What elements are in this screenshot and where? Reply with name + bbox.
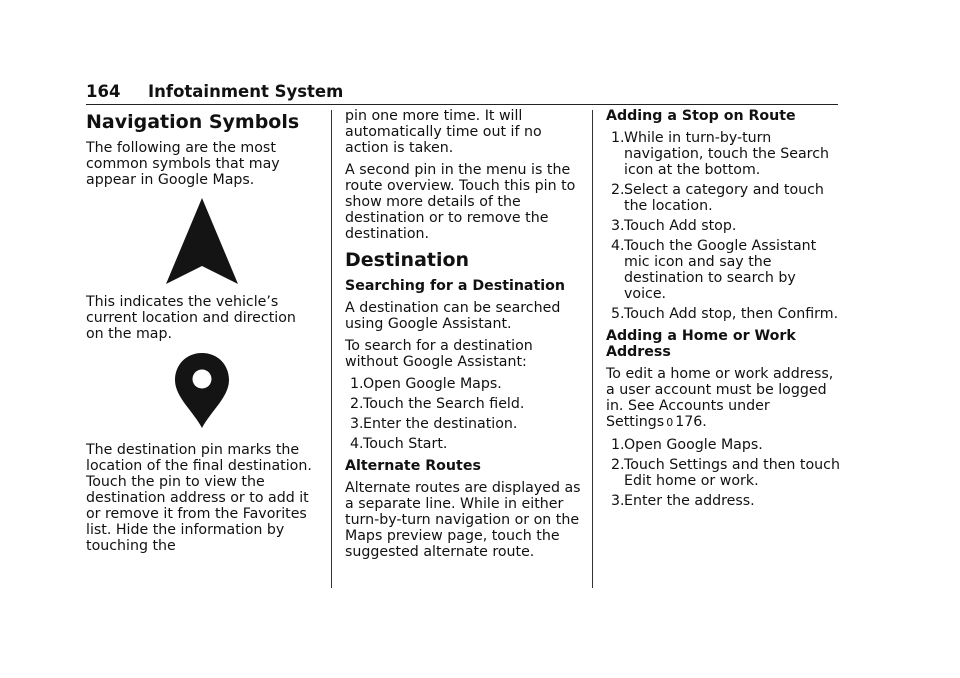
pin-description: The destination pin marks the location of the final destination. Touch the pin to view the destination address or to add it or remove it from the Favorites list. Hide the information by touching the bbox=[86, 442, 312, 554]
second-pin-paragraph: A second pin in the menu is the route overview. Touch this pin to show more details of the destination or to remove the destination. bbox=[345, 162, 576, 242]
to-search-paragraph: To search for a destination without Google Assistant: bbox=[345, 338, 533, 370]
list-item: 3. Enter the destination. bbox=[350, 416, 518, 432]
column-divider bbox=[592, 110, 593, 588]
add-stop-heading: Adding a Stop on Route bbox=[606, 108, 796, 124]
list-item: 3. Touch Add stop. bbox=[611, 218, 737, 234]
column-2 bbox=[345, 108, 585, 566]
add-stop-steps-list bbox=[606, 130, 842, 322]
home-work-steps-list bbox=[606, 437, 842, 509]
pin-description-continued: pin one more time. It will automatically time out if no action is taken. bbox=[345, 108, 542, 156]
navigation-symbols-heading: Navigation Symbols bbox=[86, 111, 300, 133]
location-pin-icon bbox=[86, 348, 318, 434]
intro-paragraph: The following are the most common symbols that may appear in Google Maps. bbox=[86, 140, 280, 188]
list-item: 1. While in turn-by-turn navigation, touch the Search icon at the bottom. bbox=[611, 130, 829, 178]
list-item: 2. Touch Settings and then touch Edit home or work. bbox=[611, 457, 840, 489]
list-item: 5. Touch Add stop, then Confirm. bbox=[611, 306, 839, 322]
list-item: 1. Open Google Maps. bbox=[611, 437, 763, 453]
list-item: 4. Touch Start. bbox=[350, 436, 448, 452]
page-header bbox=[86, 80, 838, 105]
list-item: 4. Touch the Google Assistant mic icon and say the destination to search by voice. bbox=[611, 238, 817, 302]
page-reference-link[interactable]: 176. bbox=[675, 414, 707, 430]
alternate-routes-paragraph: Alternate routes are displayed as a separate line. While in either turn-by-turn navigation or on the Maps preview page, touch the suggested alternate route. bbox=[345, 480, 581, 560]
column-1 bbox=[86, 108, 318, 560]
alternate-routes-heading: Alternate Routes bbox=[345, 458, 481, 474]
searching-heading: Searching for a Destination bbox=[345, 278, 566, 294]
list-item: 1. Open Google Maps. bbox=[350, 376, 502, 392]
list-item: 3. Enter the address. bbox=[611, 493, 755, 509]
section-title: Infotainment System bbox=[148, 82, 344, 101]
column-divider bbox=[331, 110, 332, 588]
arrow-description: This indicates the vehicle’s current location and direction on the map. bbox=[86, 294, 296, 342]
home-work-paragraph: To edit a home or work address, a user account must be logged in. See Accounts under Settings 0 176. bbox=[606, 366, 834, 430]
page-number: 164 bbox=[86, 82, 121, 101]
navigation-arrow-icon bbox=[86, 194, 318, 288]
list-item: 2. Touch the Search field. bbox=[350, 396, 525, 412]
searching-paragraph: A destination can be searched using Google Assistant. bbox=[345, 300, 561, 332]
page-reference-arrow-icon: 0 bbox=[666, 416, 674, 429]
column-3 bbox=[606, 108, 842, 515]
destination-heading: Destination bbox=[345, 249, 470, 271]
list-item: 2. Select a category and touch the location. bbox=[611, 182, 824, 214]
search-steps-list bbox=[345, 376, 585, 452]
home-work-heading: Adding a Home or Work Address bbox=[606, 328, 796, 360]
